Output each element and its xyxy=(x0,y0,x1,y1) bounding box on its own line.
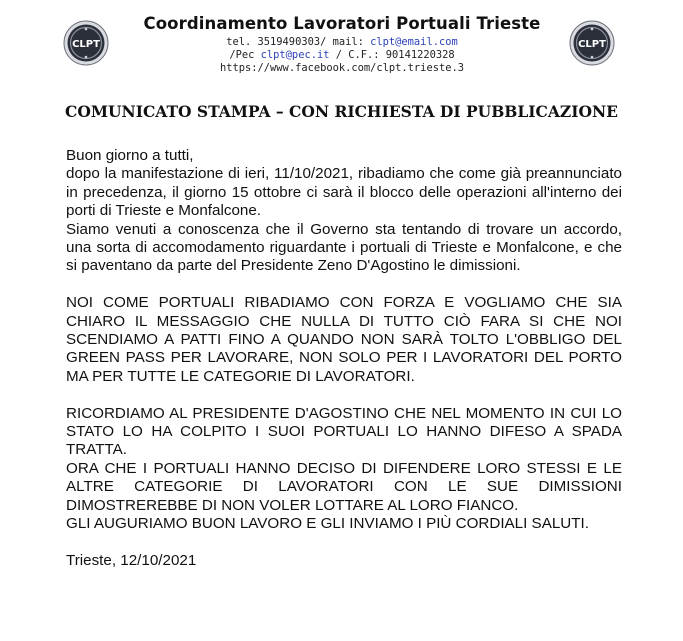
clpt-logo-left xyxy=(63,20,109,66)
paragraph-4: RICORDIAMO AL PRESIDENTE D'AGOSTINO CHE NEL MOMENTO IN CUI LO STATO LO HA COLPITO I SUOI PORTUALI LO HANNO DIFESO A SPADA TRATTA. xyxy=(66,404,622,459)
logo-text-right: CLPT xyxy=(578,39,606,50)
clpt-logo-right xyxy=(569,20,615,66)
spacer xyxy=(66,534,622,552)
letterhead xyxy=(130,14,554,75)
clpt-logo-right-image xyxy=(569,20,615,66)
paragraph-1: dopo la manifestazione di ieri, 11/10/2021, ribadiamo che come già preannunciato in precedenza, il giorno 15 ottobre ci sarà il blocco delle operazioni all'interno dei porti di Trieste e Monfalcone. xyxy=(66,165,622,220)
contact-line-3 xyxy=(130,62,554,75)
logo-text-left: CLPT xyxy=(72,39,100,50)
contact-line-2 xyxy=(130,49,554,62)
facebook-link[interactable]: https://www.facebook.com/clpt.trieste.3 xyxy=(220,62,464,74)
mail-label: / mail: xyxy=(320,36,371,48)
clpt-logo-left-image xyxy=(63,20,109,66)
greeting: Buon giorno a tutti, xyxy=(66,147,194,164)
paragraph-6: GLI AUGURIAMO BUON LAVORO E GLI INVIAMO I PIÙ CORDIALI SALUTI. xyxy=(66,515,589,533)
spacer xyxy=(66,386,622,404)
cf-value: 90141220328 xyxy=(385,49,455,61)
cf-label: / C.F.: xyxy=(329,49,386,61)
spacer xyxy=(66,276,622,294)
contact-line-1 xyxy=(130,36,554,49)
tel-value: 3519490303 xyxy=(257,36,321,48)
press-release-body xyxy=(66,147,622,570)
document-title: COMUNICATO STAMPA – CON RICHIESTA DI PUBBLICAZIONE xyxy=(65,102,618,121)
paragraph-2: Siamo venuti a conoscenza che il Governo sta tentando di trovare un accordo, una sorta di accomodamento riguardante i portuali di Trieste e Monfalcone, e che si paventano da parte del Presidente Zeno D'Agostino le dimissioni. xyxy=(66,220,622,275)
email-link[interactable]: clpt@email.com xyxy=(370,36,458,48)
tel-label: tel. xyxy=(226,36,258,48)
paragraph-3: NOI COME PORTUALI RIBADIAMO CON FORZA E VOGLIAMO CHE SIA CHIARO IL MESSAGGIO CHE NULLA DI TUTTO CIÒ FARA SI CHE NOI SCENDIAMO A PATTI FINO A QUANDO NON SARÀ TOLTO L'OBBLIGO DEL GREEN PASS PER LAVORARE, NON SOLO PER I LAVORATORI DEL PORTO MA PER TUTTE LE CATEGORIE DI LAVORATORI. xyxy=(66,294,622,385)
pec-label: /Pec xyxy=(229,49,261,61)
place-date: Trieste, 12/10/2021 xyxy=(66,551,197,569)
paragraph-5: ORA CHE I PORTUALI HANNO DECISO DI DIFENDERE LORO STESSI E LE ALTRE CATEGORIE DI LAVORATORI CON LE SUE DIMISSIONI DIMOSTREREBBE DI NON VOLER LOTTARE AL LORO FIANCO. xyxy=(66,459,622,514)
organization-name: Coordinamento Lavoratori Portuali Trieste xyxy=(143,14,541,33)
pec-link[interactable]: clpt@pec.it xyxy=(260,49,330,61)
